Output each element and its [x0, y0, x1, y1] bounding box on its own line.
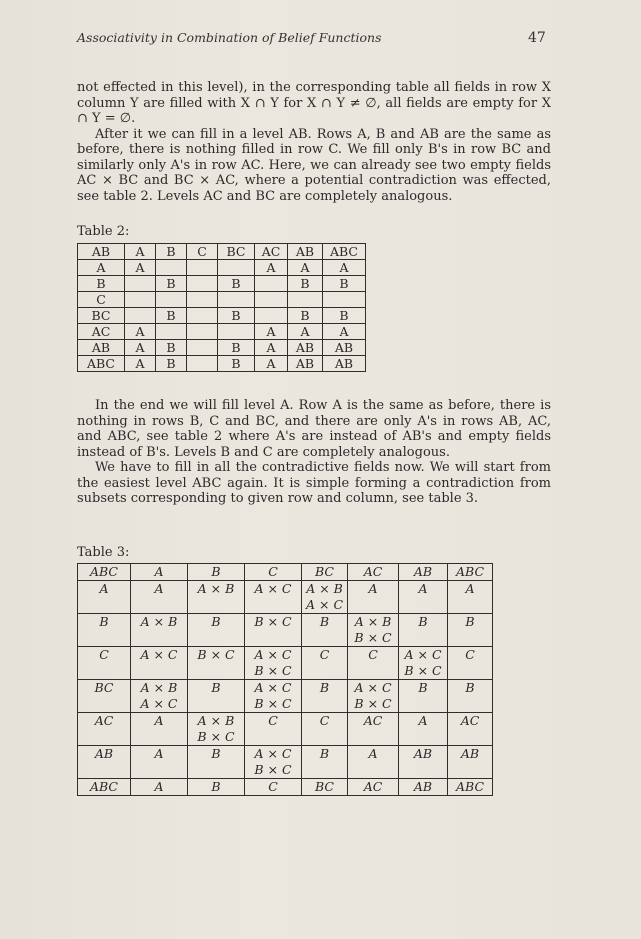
- table-cell: A: [255, 324, 288, 340]
- table-3-caption: Table 3:: [77, 545, 130, 560]
- table-cell: B: [156, 356, 187, 372]
- body-text-middle: [77, 398, 551, 507]
- table-cell: A: [255, 260, 288, 276]
- table-cell: B: [218, 356, 255, 372]
- row-header-cell: AC: [78, 713, 131, 746]
- table-cell: [323, 292, 366, 308]
- table-cell: [187, 308, 218, 324]
- table-cell: A × B: [131, 614, 188, 647]
- table-cell: [156, 292, 187, 308]
- table-cell: B: [302, 746, 348, 779]
- table-cell: A: [399, 581, 448, 614]
- table-row: [78, 647, 493, 680]
- column-header-cell: C: [245, 564, 302, 581]
- table-cell: A: [255, 356, 288, 372]
- page-number: 47: [528, 30, 546, 46]
- table-cell: B: [156, 308, 187, 324]
- column-header-cell: AB: [288, 244, 323, 260]
- column-header-cell: AB: [78, 244, 125, 260]
- table-row: [78, 308, 366, 324]
- table-2: [77, 243, 366, 372]
- column-header-cell: BC: [218, 244, 255, 260]
- table-cell: [187, 356, 218, 372]
- table-row: [78, 581, 493, 614]
- table-cell: [125, 276, 156, 292]
- table-cell: [187, 324, 218, 340]
- table-cell: A × C B × C: [348, 680, 399, 713]
- table-cell: [255, 308, 288, 324]
- row-header-cell: ABC: [78, 779, 131, 796]
- table-cell: BC: [302, 779, 348, 796]
- table-cell: A: [448, 581, 493, 614]
- table-cell: [255, 292, 288, 308]
- paragraph-2: After it we can fill in a level AB. Rows A, B and AB are the same as before, there is nothing filled in row C. We fill only B's in row BC and similarly only A's in row AC. Here, we can already see two empty fields AC × BC and BC × AC, where a potential contradiction was effected, see table 2. Levels AC and BC are completely analogous.: [77, 126, 551, 204]
- table-cell: C: [302, 647, 348, 680]
- table-cell: B: [323, 308, 366, 324]
- table-cell: B: [188, 779, 245, 796]
- table-cell: A × C: [131, 647, 188, 680]
- table-row: [78, 260, 366, 276]
- table-cell: A × B A × C: [302, 581, 348, 614]
- body-text-top: [77, 80, 551, 204]
- table-row: [78, 713, 493, 746]
- table-cell: C: [348, 647, 399, 680]
- table-cell: B: [218, 340, 255, 356]
- table-row: [78, 276, 366, 292]
- column-header-cell: ABC: [323, 244, 366, 260]
- row-header-cell: B: [78, 614, 131, 647]
- table-cell: B × C: [188, 647, 245, 680]
- table-cell: B: [448, 680, 493, 713]
- table-cell: AB: [323, 340, 366, 356]
- table-cell: [218, 260, 255, 276]
- table-2-caption: Table 2:: [77, 224, 130, 239]
- table-row: [78, 779, 493, 796]
- column-header-cell: BC: [302, 564, 348, 581]
- row-header-cell: AB: [78, 746, 131, 779]
- table-cell: A × C B × C: [399, 647, 448, 680]
- table-cell: C: [302, 713, 348, 746]
- column-header-cell: B: [188, 564, 245, 581]
- table-cell: [218, 324, 255, 340]
- table-cell: AB: [448, 746, 493, 779]
- table-cell: B: [302, 614, 348, 647]
- table-row: [78, 292, 366, 308]
- table-cell: ABC: [448, 779, 493, 796]
- table-row: [78, 614, 493, 647]
- row-header-cell: AB: [78, 340, 125, 356]
- table-cell: C: [245, 779, 302, 796]
- table-cell: AB: [323, 356, 366, 372]
- table-3: [77, 563, 493, 796]
- table-cell: A: [348, 581, 399, 614]
- table-cell: C: [245, 713, 302, 746]
- row-header-cell: BC: [78, 308, 125, 324]
- table-row: [78, 746, 493, 779]
- table-cell: [187, 276, 218, 292]
- row-header-cell: B: [78, 276, 125, 292]
- table-cell: B: [288, 276, 323, 292]
- table-cell: A: [125, 324, 156, 340]
- table-cell: A: [399, 713, 448, 746]
- table-cell: A: [131, 779, 188, 796]
- table-cell: AC: [448, 713, 493, 746]
- table-cell: B: [302, 680, 348, 713]
- table-cell: A × C B × C: [245, 647, 302, 680]
- table-cell: B: [218, 308, 255, 324]
- table-cell: A × C B × C: [245, 680, 302, 713]
- table-cell: A × B: [188, 581, 245, 614]
- column-header-cell: ABC: [78, 564, 131, 581]
- table-cell: B: [188, 746, 245, 779]
- table-cell: B: [156, 276, 187, 292]
- table-cell: AB: [399, 779, 448, 796]
- table-cell: A × C: [245, 581, 302, 614]
- table-cell: B: [448, 614, 493, 647]
- table-cell: A: [323, 324, 366, 340]
- table-cell: A: [288, 260, 323, 276]
- table-cell: B × C: [245, 614, 302, 647]
- table-cell: A: [131, 746, 188, 779]
- table-cell: A: [125, 340, 156, 356]
- table-cell: A: [125, 356, 156, 372]
- table-cell: AB: [288, 356, 323, 372]
- table-cell: C: [448, 647, 493, 680]
- column-header-cell: A: [125, 244, 156, 260]
- table-cell: B: [188, 614, 245, 647]
- column-header-cell: A: [131, 564, 188, 581]
- table-cell: A: [323, 260, 366, 276]
- table-cell: B: [218, 276, 255, 292]
- table-cell: [288, 292, 323, 308]
- paragraph-4: We have to fill in all the contradictive fields now. We will start from the easiest level ABC again. It is simple forming a contradiction from subsets corresponding to given row and column, see table 3.: [77, 460, 551, 506]
- row-header-cell: C: [78, 647, 131, 680]
- table-cell: [218, 292, 255, 308]
- table-cell: A: [131, 713, 188, 746]
- row-header-cell: A: [78, 260, 125, 276]
- table-cell: [125, 308, 156, 324]
- table-cell: A × B B × C: [188, 713, 245, 746]
- table-row: [78, 564, 493, 581]
- table-row: [78, 340, 366, 356]
- table-cell: AC: [348, 779, 399, 796]
- column-header-cell: AB: [399, 564, 448, 581]
- column-header-cell: ABC: [448, 564, 493, 581]
- table-row: [78, 356, 366, 372]
- column-header-cell: C: [187, 244, 218, 260]
- table-cell: A × C B × C: [245, 746, 302, 779]
- column-header-cell: AC: [348, 564, 399, 581]
- table-cell: B: [323, 276, 366, 292]
- table-cell: A: [288, 324, 323, 340]
- paragraph-1: not effected in this level), in the corresponding table all fields in row X column Y are filled with X ∩ Y for X ∩ Y ≠ ∅, all fields are empty for X ∩ Y = ∅.: [77, 80, 551, 126]
- table-cell: [156, 324, 187, 340]
- table-cell: A × B A × C: [131, 680, 188, 713]
- table-cell: B: [156, 340, 187, 356]
- column-header-cell: B: [156, 244, 187, 260]
- table-row: [78, 324, 366, 340]
- table-cell: [187, 292, 218, 308]
- table-cell: A: [131, 581, 188, 614]
- running-title: Associativity in Combination of Belief Functions: [77, 30, 382, 45]
- table-cell: B: [188, 680, 245, 713]
- table-cell: A: [255, 340, 288, 356]
- table-cell: A: [348, 746, 399, 779]
- table-cell: [255, 276, 288, 292]
- table-cell: [125, 292, 156, 308]
- row-header-cell: A: [78, 581, 131, 614]
- paragraph-3: In the end we will fill level A. Row A is the same as before, there is nothing in rows B, C and BC, and there are only A's in rows AB, AC, and ABC, see table 2 where A's are instead of AB's and empty fields instead of B's. Levels B and C are completely analogous.: [77, 398, 551, 460]
- row-header-cell: BC: [78, 680, 131, 713]
- table-cell: B: [399, 680, 448, 713]
- row-header-cell: AC: [78, 324, 125, 340]
- table-row: [78, 244, 366, 260]
- table-row: [78, 680, 493, 713]
- table-cell: [187, 340, 218, 356]
- row-header-cell: C: [78, 292, 125, 308]
- table-cell: A: [125, 260, 156, 276]
- table-cell: B: [399, 614, 448, 647]
- table-cell: [187, 260, 218, 276]
- column-header-cell: AC: [255, 244, 288, 260]
- table-cell: B: [288, 308, 323, 324]
- table-cell: AC: [348, 713, 399, 746]
- table-cell: [156, 260, 187, 276]
- row-header-cell: ABC: [78, 356, 125, 372]
- table-cell: AB: [399, 746, 448, 779]
- table-cell: AB: [288, 340, 323, 356]
- table-cell: A × B B × C: [348, 614, 399, 647]
